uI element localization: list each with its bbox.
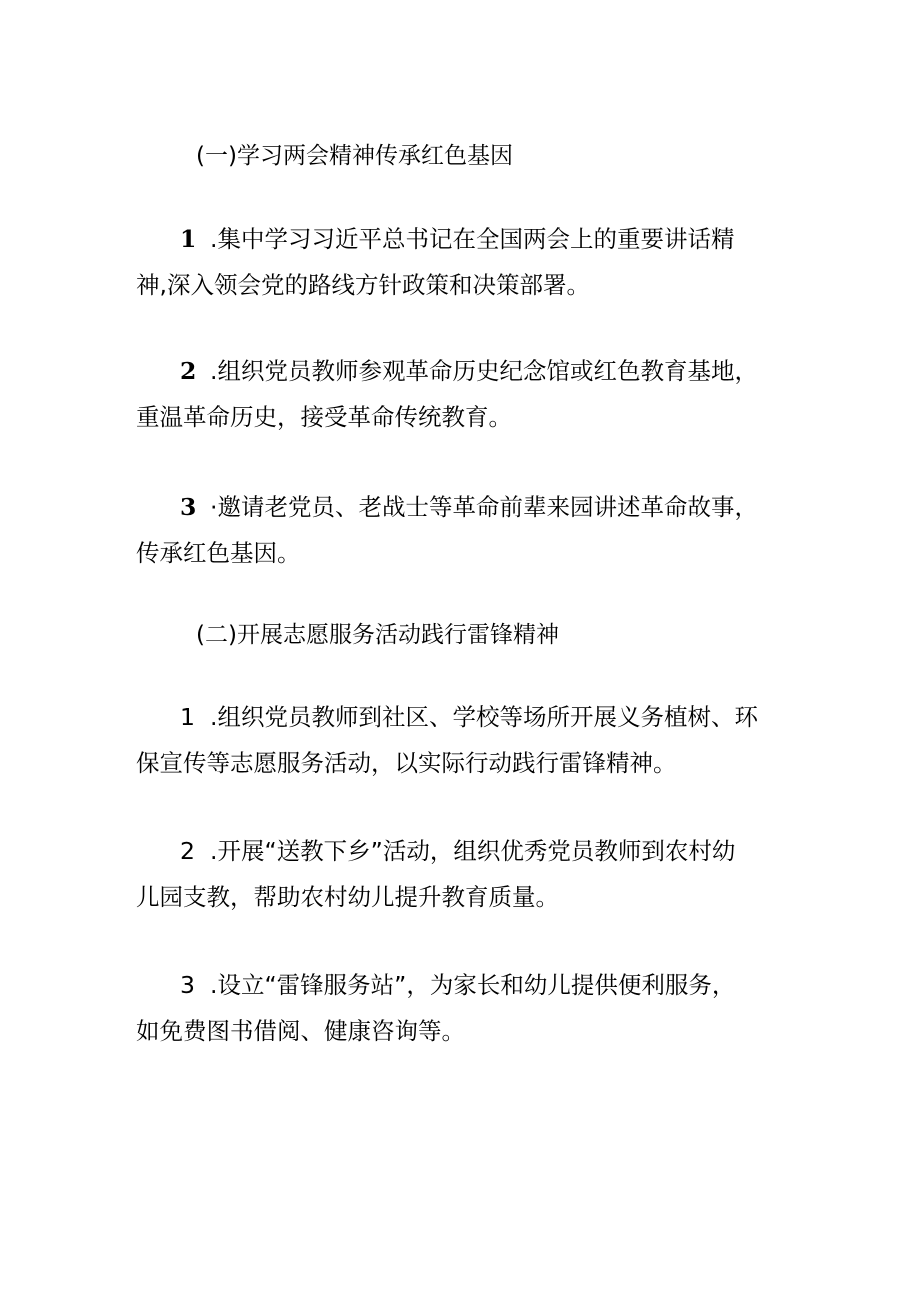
list-item-line: 传承红色基因。 xyxy=(136,539,301,567)
item-text: .设立“雷锋服务站”，为家长和幼儿提供便利服务， xyxy=(210,971,736,999)
list-item-line: 重温革命历史，接受革命传统教育。 xyxy=(136,403,512,431)
item-number: 3 xyxy=(180,493,197,521)
list-item-2-3 xyxy=(136,962,796,1054)
item-text: ·邀请老党员、老战士等革命前辈来园讲述革命故事， xyxy=(210,493,758,521)
item-number: 3 xyxy=(180,971,195,999)
list-item-line: 保宣传等志愿服务活动，以实际行动践行雷锋精神。 xyxy=(136,749,677,777)
item-number: 1 xyxy=(180,225,197,253)
list-item-line xyxy=(136,484,796,530)
item-number: 2 xyxy=(180,357,197,385)
list-item-line xyxy=(136,828,796,874)
item-text: .组织党员教师参观革命历史纪念馆或红色教育基地， xyxy=(210,357,758,385)
section-heading-1: (一)学习两会精神传承红色基因 xyxy=(196,143,513,169)
section-heading-2: (二)开展志愿服务活动践行雷锋精神 xyxy=(196,622,559,648)
list-item-line xyxy=(136,962,796,1008)
list-item-line xyxy=(136,694,796,740)
list-item-line: 如免费图书借阅、健康咨询等。 xyxy=(136,1017,465,1045)
list-item-2-2 xyxy=(136,828,796,920)
list-item-line: 儿园支教，帮助农村幼儿提升教育质量。 xyxy=(136,883,559,911)
list-item-2-1 xyxy=(136,694,796,786)
list-item-line xyxy=(136,348,796,394)
list-item-line: 神,深入领会党的路线方针政策和决策部署。 xyxy=(136,271,590,299)
item-text: .组织党员教师到社区、学校等场所开展义务植树、环 xyxy=(210,703,758,731)
item-number: 1 xyxy=(180,703,195,731)
list-item-line xyxy=(136,216,796,262)
item-number: 2 xyxy=(180,837,195,865)
item-text: .集中学习习近平总书记在全国两会上的重要讲话精 xyxy=(210,225,735,253)
list-item-1-3 xyxy=(136,484,796,576)
item-text: .开展“送教下乡”活动，组织优秀党员教师到农村幼 xyxy=(210,837,736,865)
list-item-1-2 xyxy=(136,348,796,440)
list-item-1-1 xyxy=(136,216,796,308)
